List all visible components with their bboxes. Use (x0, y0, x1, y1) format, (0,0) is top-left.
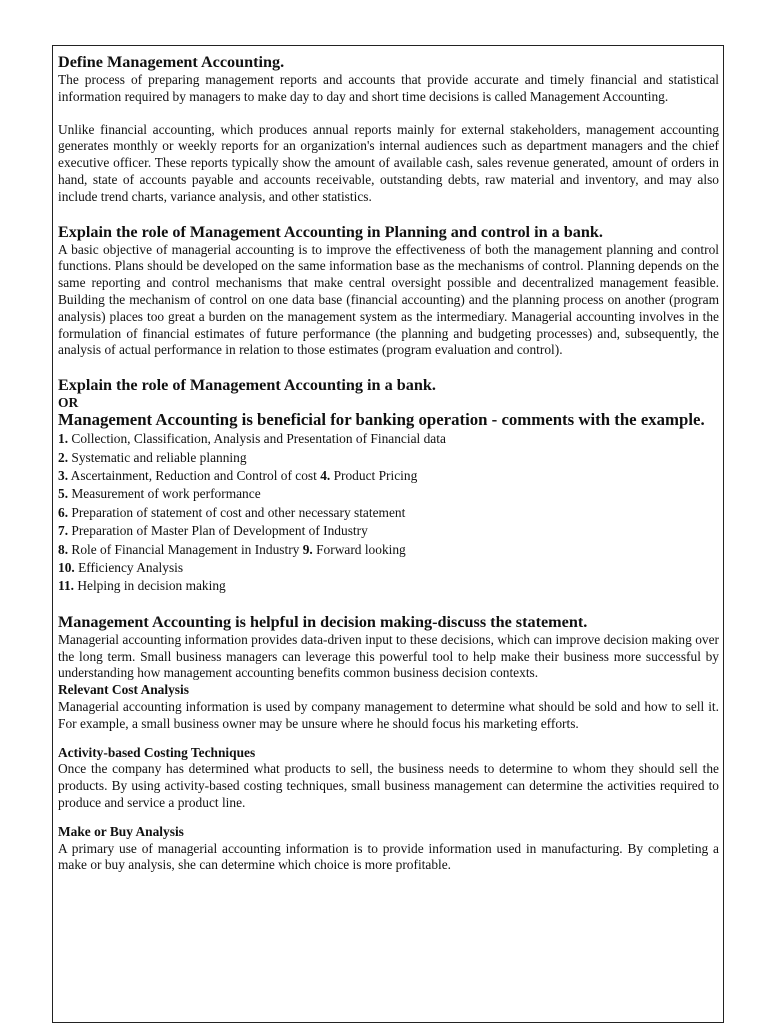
list-item (58, 430, 719, 448)
subheading-activity-costing: Activity-based Costing Techniques (58, 744, 256, 760)
point-text: Ascertainment, Reduction and Control of cost (68, 467, 321, 483)
point-number: 10. (58, 560, 75, 575)
list-item (58, 449, 719, 467)
document-page (52, 45, 724, 1023)
paragraph-activity-costing: Once the company has determined what products to sell, the business needs to determine to whom they should sell the products. By using activity-based costing techniques, small business management can determine the activities required to produce and service a product line. (58, 761, 719, 810)
point-number: 6. (58, 504, 69, 520)
point-number: 11. (58, 578, 74, 594)
point-text: Helping in decision making (74, 578, 226, 594)
point-text: Preparation of Master Plan of Development of Industry (68, 523, 368, 539)
heading-decision-making: Management Accounting is helpful in decision making-discuss the statement. (58, 612, 588, 631)
heading-role-in-bank: Explain the role of Management Accounting in a bank. (58, 376, 436, 395)
point-number: 1. (58, 431, 69, 447)
paragraph-make-or-buy: A primary use of managerial accounting information is to provide information used in manufacturing. By completing a make or buy analysis, she can determine which choice is more profitable. (58, 840, 719, 873)
point-number: 3. (58, 467, 69, 483)
point-number: 5. (58, 486, 69, 502)
paragraph-comparison: Unlike financial accounting, which produces annual reports mainly for external stakeholders, management accounting generates monthly or weekly reports for an organization's internal audiences such as department managers and the chief executive officer. These reports typically show the amount of available cash, sales revenue generated, amount of orders in hand, state of accounts payable and accounts receivable, outstanding debts, raw material and inventory, and may also include trend charts, variance analysis, and other statistics. (58, 121, 719, 204)
role-points-list (58, 430, 719, 596)
point-number: 4. (320, 467, 331, 483)
heading-beneficial-banking: Management Accounting is beneficial for banking operation - comments with the example. (58, 410, 705, 430)
list-item (58, 504, 719, 522)
point-text: Product Pricing (330, 467, 418, 483)
list-item (58, 577, 719, 595)
point-text: Systematic and reliable planning (68, 449, 247, 465)
point-number: 7. (58, 523, 69, 539)
list-item (58, 541, 719, 559)
heading-planning-control: Explain the role of Management Accounting in Planning and control in a bank. (58, 222, 603, 241)
paragraph-definition: The process of preparing management reports and accounts that provide accurate and timely financial and statistical information required by managers to make day to day and short time decisions is called Management Accounting. (58, 72, 719, 104)
point-text: Preparation of statement of cost and other necessary statement (68, 504, 406, 520)
paragraph-decision-intro: Managerial accounting information provides data-driven input to these decisions, which can improve decision making over the long term. Small business managers can leverage this powerful tool to help make their business more successful by understanding how management accounting benefits common business decision contexts. (58, 631, 719, 681)
list-item (58, 467, 719, 485)
or-label: OR (58, 395, 79, 411)
paragraph-planning-control: A basic objective of managerial accounting is to improve the effectiveness of both the management planning and control functions. Plans should be developed on the same information base as the mechanisms of control. Planning depends on the same reporting and control mechanisms that make central oversight possible and decentralized management feasible. Building the mechanism of control on one data base (financial accounting) and the planning process on another (program analysis) places too great a burden on the management system as the intermediary. Managerial accounting involves in the formulation of financial estimates of future performance (the planning and budgeting processes) and, subsequently, the analysis of actual performance in relation to those estimates (program evaluation and control). (58, 241, 719, 358)
point-number: 2. (58, 449, 69, 465)
heading-define-management-accounting: Define Management Accounting. (58, 53, 285, 71)
list-item (58, 522, 719, 540)
point-text: Measurement of work performance (68, 486, 261, 502)
list-item (58, 559, 719, 577)
subheading-make-or-buy: Make or Buy Analysis (58, 823, 184, 839)
paragraph-relevant-cost: Managerial accounting information is used by company management to determine what should be sold and how to sell it. For example, a small business owner may be unsure where he should focus his marketing efforts. (58, 699, 719, 731)
point-number: 8. (58, 541, 69, 557)
point-text: Role of Financial Management in Industry (68, 541, 303, 557)
point-text: Collection, Classification, Analysis and Presentation of Financial data (68, 431, 446, 447)
point-text: Forward looking (312, 541, 406, 557)
point-number: 9. (302, 541, 313, 557)
point-text: Efficiency Analysis (74, 560, 184, 575)
list-item (58, 485, 719, 503)
subheading-relevant-cost: Relevant Cost Analysis (58, 682, 189, 698)
